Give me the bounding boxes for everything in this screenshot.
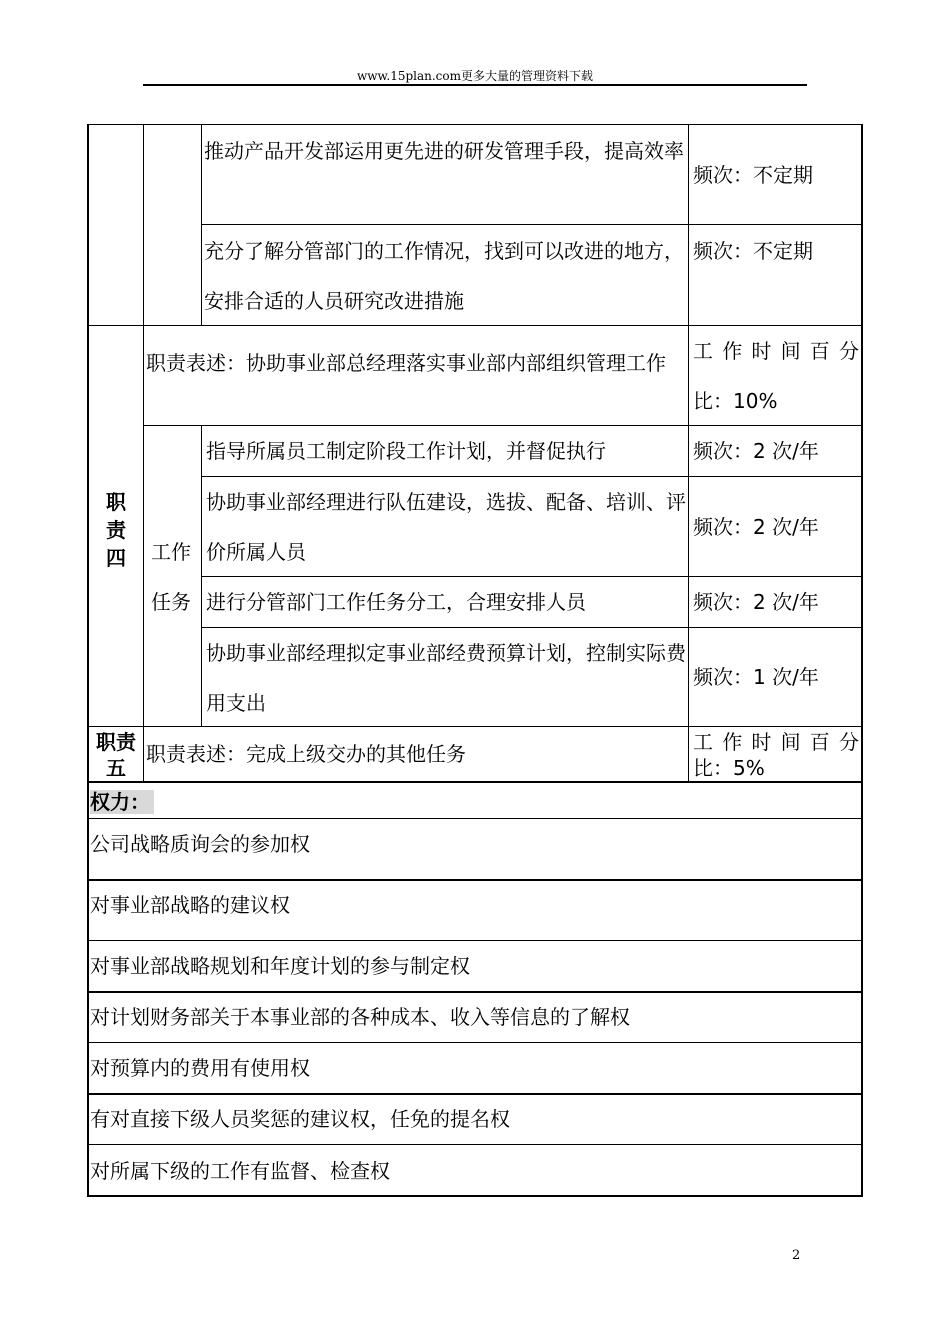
power-item-3: 对事业部战略规划和年度计划的参与制定权	[90, 954, 470, 978]
duty5-percent-value: 比：5%	[693, 756, 765, 780]
power-item-7: 对所属下级的工作有监督、检查权	[90, 1159, 390, 1183]
power-item-1: 公司战略质询会的参加权	[90, 832, 310, 856]
page-number: 2	[792, 1248, 801, 1263]
header-rule	[143, 84, 807, 86]
duty3-task-1: 推动产品开发部运用更先进的研发管理手段，提高效率	[204, 139, 684, 163]
duty4-task-1: 指导所属员工制定阶段工作计划，并督促执行	[206, 439, 606, 463]
power-item-4: 对计划财务部关于本事业部的各种成本、收入等信息的了解权	[90, 1005, 630, 1029]
power-item-2: 对事业部战略的建议权	[90, 893, 290, 917]
duty5-statement: 职责表述：完成上级交办的其他任务	[146, 742, 466, 766]
duty4-task-4-freq: 频次：1 次/年	[693, 665, 819, 689]
duty4-percent-value: 比：10%	[693, 389, 778, 413]
duty5-percent-label: 工作时间百分	[693, 730, 859, 754]
duty4-percent-label: 工作时间百分	[693, 339, 859, 363]
duty4-statement: 职责表述：协助事业部总经理落实事业部内部组织管理工作	[146, 351, 666, 375]
power-item-6: 有对直接下级人员奖惩的建议权，任免的提名权	[90, 1107, 510, 1131]
duty4-task-label: 工作任务	[151, 540, 191, 614]
duty4-task-4: 协助事业部经理拟定事业部经费预算计划，控制实际费用支出	[206, 641, 686, 715]
duty4-task-2: 协助事业部经理进行队伍建设，选拔、配备、培训、评价所属人员	[206, 490, 686, 564]
duty5-label: 职责五	[96, 730, 136, 780]
duty4-task-2-freq: 频次：2 次/年	[693, 514, 819, 539]
duty4-label: 职责四	[106, 490, 126, 570]
powers-title	[90, 788, 154, 816]
duty3-task-2-freq: 频次：不定期	[693, 239, 813, 263]
duty4-task-1-freq: 频次：2 次/年	[693, 439, 819, 463]
powers-title-text: 权力：	[90, 790, 154, 814]
page-header: www.15plan.com更多大量的管理资料下载	[356, 69, 594, 83]
duty4-task-3-freq: 频次：2 次/年	[693, 590, 819, 614]
power-item-5: 对预算内的费用有使用权	[90, 1056, 310, 1080]
duty3-task-2: 充分了解分管部门的工作情况，找到可以改进的地方，安排合适的人员研究改进措施	[204, 239, 684, 313]
duty3-task-1-freq: 频次：不定期	[693, 163, 813, 187]
duty4-task-3: 进行分管部门工作任务分工，合理安排人员	[206, 590, 586, 614]
